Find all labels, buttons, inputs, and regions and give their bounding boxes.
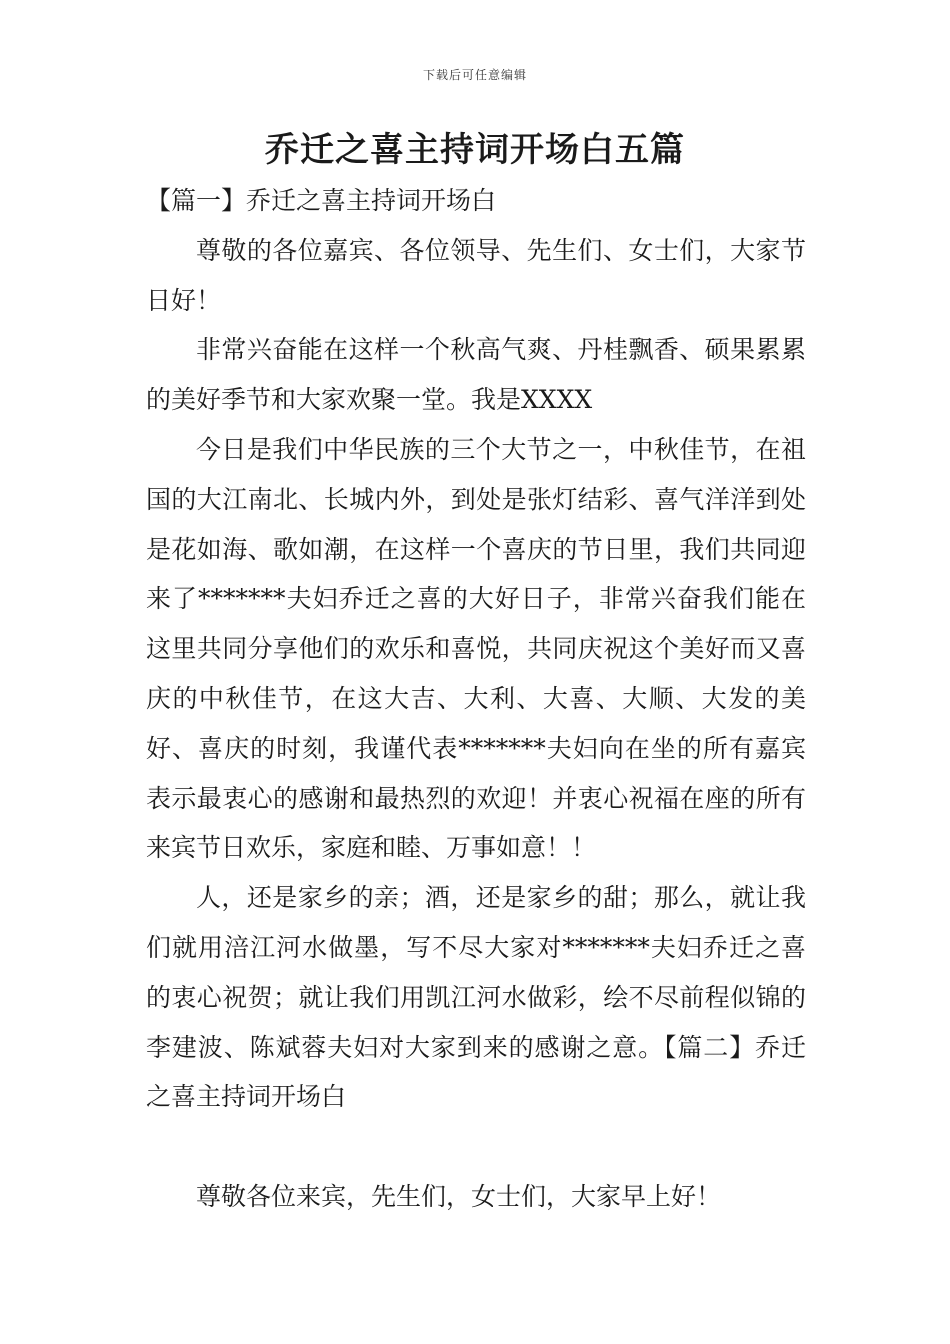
paragraph: 人，还是家乡的亲；酒，还是家乡的甜；那么，就让我们就用涪江河水做墨，写不尽大家对*******夫妇乔迁之喜的衷心祝贺；就让我们用凯江河水做彩，绘不尽前程似锦的李建波、陈斌蓉夫妇对大家到来的感谢之意。【篇二】乔迁之喜主持词开场白 (146, 883, 806, 1112)
document-body (146, 176, 806, 1222)
section-heading: 【篇一】乔迁之喜主持词开场白 (146, 186, 497, 215)
header-note: 下载后可任意编辑 (422, 68, 527, 82)
paragraph: 今日是我们中华民族的三个大节之一，中秋佳节，在祖国的大江南北、长城内外，到处是张灯结彩、喜气洋洋到处是花如海、歌如潮，在这样一个喜庆的节日里，我们共同迎来了*******夫妇乔迁之喜的大好日子，非常兴奋我们能在这里共同分享他们的欢乐和喜悦，共同庆祝这个美好而又喜庆的中秋佳节，在这大吉、大利、大喜、大顺、大发的美好、喜庆的时刻，我谨代表*******夫妇向在坐的所有嘉宾表示最衷心的感谢和最热烈的欢迎！并衷心祝福在座的所有来宾节日欢乐，家庭和睦、万事如意！！ (146, 434, 806, 863)
paragraph: 非常兴奋能在这样一个秋高气爽、丹桂飘香、硕果累累的美好季节和大家欢聚一堂。我是XXXX (146, 335, 806, 415)
document-title: 乔迁之喜主持词开场白五篇 (265, 130, 685, 170)
paragraph: 尊敬的各位嘉宾、各位领导、先生们、女士们，大家节日好！ (146, 235, 806, 315)
paragraph: 尊敬各位来宾，先生们，女士们，大家早上好！ (196, 1181, 722, 1211)
blank-line (146, 1122, 806, 1172)
